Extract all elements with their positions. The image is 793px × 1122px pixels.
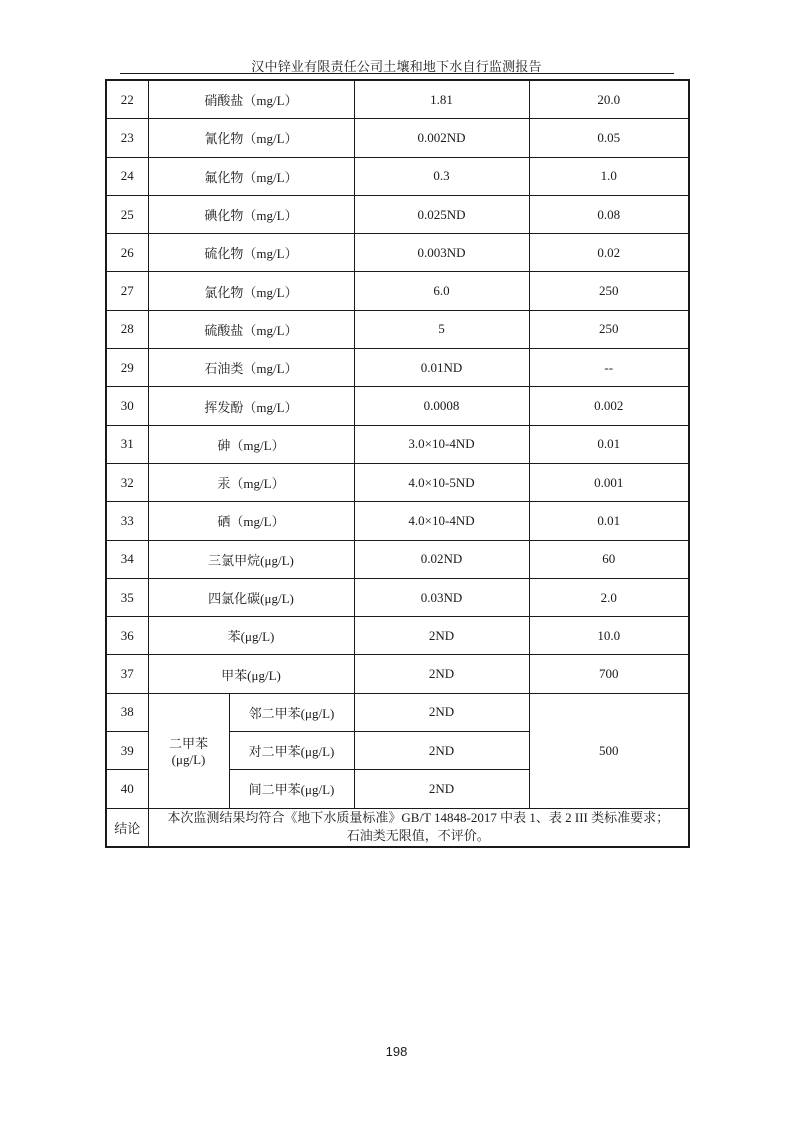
row-number: 28 <box>106 310 148 348</box>
header-divider <box>120 73 674 74</box>
parameter-name: 碘化物（mg/L） <box>148 195 354 233</box>
parameter-name: 四氯化碳(μg/L) <box>148 578 354 616</box>
row-number: 22 <box>106 80 148 119</box>
table-row <box>106 310 689 348</box>
row-number: 37 <box>106 655 148 693</box>
parameter-name: 邻二甲苯(μg/L) <box>229 693 354 731</box>
monitoring-results-table <box>105 79 690 848</box>
parameter-name: 砷（mg/L） <box>148 425 354 463</box>
standard-limit: 250 <box>529 272 689 310</box>
measured-value: 0.02ND <box>354 540 529 578</box>
xylene-group-name: 二甲苯 <box>168 736 208 752</box>
standard-limit: 1.0 <box>529 157 689 195</box>
table-row <box>106 540 689 578</box>
table-row <box>106 234 689 272</box>
parameter-name: 硫酸盐（mg/L） <box>148 310 354 348</box>
table-row <box>106 655 689 693</box>
standard-limit: 10.0 <box>529 617 689 655</box>
row-number: 27 <box>106 272 148 310</box>
standard-limit: -- <box>529 349 689 387</box>
measured-value: 0.002ND <box>354 119 529 157</box>
table-row <box>106 195 689 233</box>
row-number: 34 <box>106 540 148 578</box>
table-row <box>106 578 689 616</box>
table-row <box>106 349 689 387</box>
parameter-name: 挥发酚（mg/L） <box>148 387 354 425</box>
table-row <box>106 425 689 463</box>
conclusion-row <box>106 808 689 847</box>
standard-limit: 0.001 <box>529 463 689 501</box>
row-number: 35 <box>106 578 148 616</box>
table-row <box>106 272 689 310</box>
row-number: 31 <box>106 425 148 463</box>
measured-value: 2ND <box>354 770 529 808</box>
parameter-name: 氯化物（mg/L） <box>148 272 354 310</box>
parameter-name: 硝酸盐（mg/L） <box>148 80 354 119</box>
row-number: 24 <box>106 157 148 195</box>
parameter-name: 氰化物（mg/L） <box>148 119 354 157</box>
row-number: 36 <box>106 617 148 655</box>
row-number: 38 <box>106 693 148 731</box>
standard-limit: 0.01 <box>529 502 689 540</box>
parameter-name: 汞（mg/L） <box>148 463 354 501</box>
standard-limit: 700 <box>529 655 689 693</box>
row-number: 39 <box>106 732 148 770</box>
parameter-name: 硫化物（mg/L） <box>148 234 354 272</box>
report-header-title: 汉中锌业有限责任公司土壤和地下水自行监测报告 <box>251 59 542 74</box>
measured-value: 2ND <box>354 732 529 770</box>
table-row <box>106 387 689 425</box>
measured-value: 0.03ND <box>354 578 529 616</box>
row-number: 33 <box>106 502 148 540</box>
row-number: 25 <box>106 195 148 233</box>
table-row <box>106 617 689 655</box>
row-number: 30 <box>106 387 148 425</box>
page-number: 198 <box>385 1044 408 1059</box>
measured-value: 2ND <box>354 693 529 731</box>
table-row <box>106 463 689 501</box>
measured-value: 2ND <box>354 655 529 693</box>
standard-limit: 0.08 <box>529 195 689 233</box>
table-row <box>106 157 689 195</box>
table-row <box>106 502 689 540</box>
standard-limit: 500 <box>529 693 689 808</box>
standard-limit: 0.01 <box>529 425 689 463</box>
parameter-name: 对二甲苯(μg/L) <box>229 732 354 770</box>
table-row <box>106 80 689 119</box>
measured-value: 0.3 <box>354 157 529 195</box>
standard-limit: 0.05 <box>529 119 689 157</box>
measured-value: 4.0×10-4ND <box>354 502 529 540</box>
measured-value: 3.0×10-4ND <box>354 425 529 463</box>
standard-limit: 0.02 <box>529 234 689 272</box>
measured-value: 5 <box>354 310 529 348</box>
measured-value: 4.0×10-5ND <box>354 463 529 501</box>
parameter-name: 氟化物（mg/L） <box>148 157 354 195</box>
parameter-name: 硒（mg/L） <box>148 502 354 540</box>
measured-value: 2ND <box>354 617 529 655</box>
parameter-name: 三氯甲烷(μg/L) <box>148 540 354 578</box>
conclusion-line-2: 石油类无限值，不评价。 <box>346 828 490 844</box>
measured-value: 0.01ND <box>354 349 529 387</box>
conclusion-line-1: 本次监测结果均符合《地下水质量标准》GB/T 14848-2017 中表 1、表 2 III 类标准要求； <box>167 810 670 826</box>
table-row <box>106 119 689 157</box>
standard-limit: 250 <box>529 310 689 348</box>
conclusion-label: 结论 <box>106 808 148 847</box>
xylene-group-label <box>148 693 229 808</box>
measured-value: 0.003ND <box>354 234 529 272</box>
parameter-name: 苯(μg/L) <box>148 617 354 655</box>
row-number: 23 <box>106 119 148 157</box>
measured-value: 0.025ND <box>354 195 529 233</box>
row-number: 40 <box>106 770 148 808</box>
measured-value: 0.0008 <box>354 387 529 425</box>
measured-value: 1.81 <box>354 80 529 119</box>
standard-limit: 60 <box>529 540 689 578</box>
row-number: 29 <box>106 349 148 387</box>
standard-limit: 0.002 <box>529 387 689 425</box>
row-number: 26 <box>106 234 148 272</box>
table-row-xylene <box>106 693 689 731</box>
standard-limit: 2.0 <box>529 578 689 616</box>
parameter-name: 甲苯(μg/L) <box>148 655 354 693</box>
xylene-group-unit: (μg/L) <box>171 752 206 768</box>
parameter-name: 石油类（mg/L） <box>148 349 354 387</box>
parameter-name: 间二甲苯(μg/L) <box>229 770 354 808</box>
row-number: 32 <box>106 463 148 501</box>
measured-value: 6.0 <box>354 272 529 310</box>
standard-limit: 20.0 <box>529 80 689 119</box>
conclusion-text <box>148 808 689 847</box>
